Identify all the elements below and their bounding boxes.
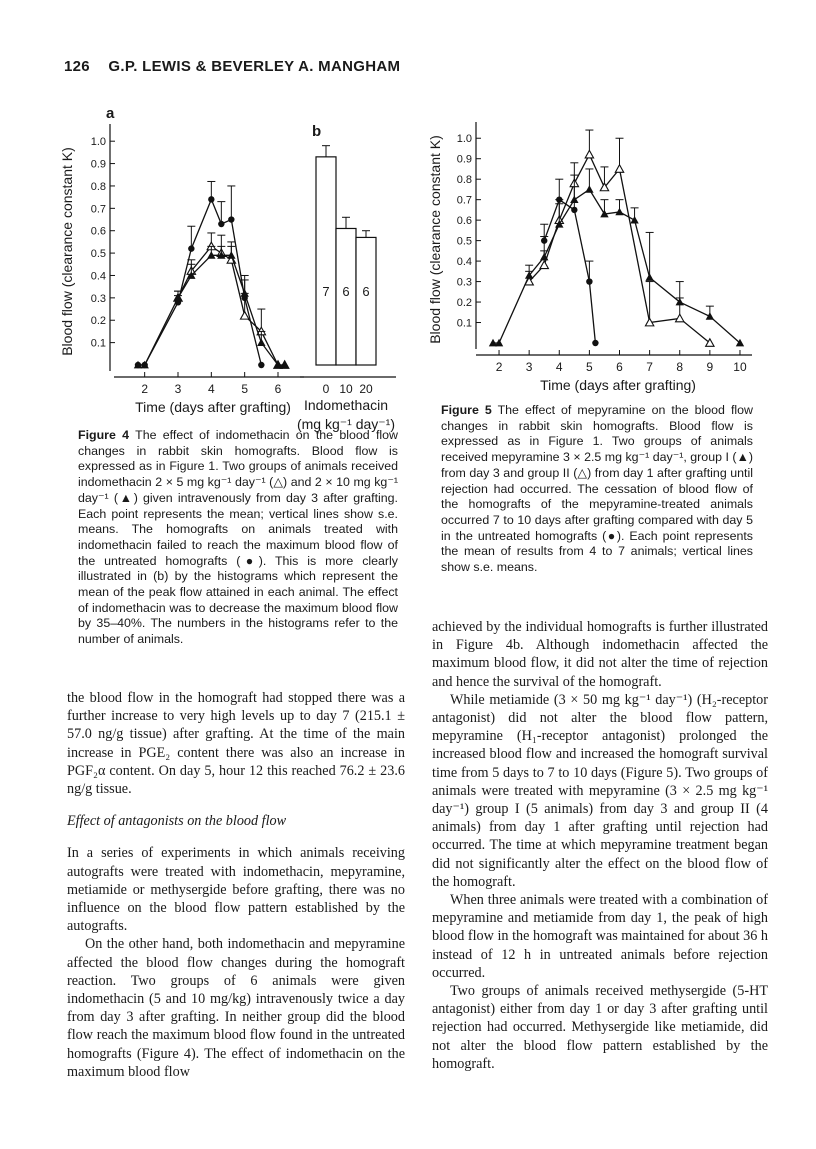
x-tick-label: 7 (646, 360, 653, 374)
data-point (676, 314, 684, 322)
figure4-caption (78, 428, 398, 648)
page-number: 126 (64, 58, 90, 75)
y-tick-label: 0.5 (456, 235, 472, 248)
x-tick-label: 5 (241, 382, 249, 396)
y-tick-label: 0.8 (456, 174, 472, 187)
x-tick-label: 6 (274, 382, 282, 396)
x-tick-label: 6 (616, 360, 623, 374)
y-axis-label: Blood flow (clearance constant K) (427, 135, 443, 344)
series-line (493, 189, 740, 343)
x-tick-label: 3 (525, 360, 533, 374)
figure5-caption (441, 403, 753, 576)
y-axis-label: Blood flow (clearance constant K) (59, 147, 75, 356)
figure4b-chart (296, 100, 426, 432)
right-paragraph-3: When three animals were treated with a combination of mepyramine and metiamide from day 1, the peak of high blood flow in the homograft was maintained for about 36 h instead of 12 h in untreated animals before rejection occurred. (432, 892, 768, 981)
x-axis-label: Time (days after grafting) (135, 399, 291, 415)
data-point (174, 294, 182, 302)
bar-count-label: 6 (362, 284, 370, 299)
bar-count-label: 6 (342, 284, 350, 299)
data-point (615, 165, 623, 173)
y-tick-label: 0.7 (90, 203, 106, 216)
y-tick-label: 1.0 (456, 133, 472, 146)
figure4a-chart (59, 100, 291, 415)
y-tick-label: 0.1 (90, 337, 106, 350)
data-point (585, 185, 593, 193)
data-point (188, 245, 194, 251)
y-tick-label: 0.2 (456, 297, 472, 310)
x-axis-units: (mg kg⁻¹ day⁻¹) (296, 416, 396, 432)
figure5-chart (428, 100, 768, 400)
bar-count-label: 7 (322, 284, 330, 299)
x-tick-label: 9 (706, 360, 714, 374)
figure5-caption-text: The effect of mepyramine on the blood flow changes in rabbit skin homografts. Blood flow is expressed as in Figure 1. Two groups of animals received mepyramine 3 × 2.5 mg kg⁻¹ day⁻¹, group I (▲) from day 3 and group II (△) from day 1 after grafting until rejection had occurred. The cessation of blood flow of the homografts of the mepyramine-treated animals occurred 7 to 10 days after grafting compared with day 5 in the untreated homografts (●). Each point represents the mean of results from 4 to 7 animals; vertical lines show s.e. means. (441, 403, 753, 575)
data-point (208, 196, 214, 202)
data-point (586, 278, 592, 284)
data-point (585, 150, 593, 158)
data-point (240, 312, 248, 320)
y-tick-label: 0.8 (90, 180, 106, 193)
left-paragraph-1: the blood flow in the homograft had stopped there was a further increase to very high levels up to day 7 (215.1 ± 57.0 ng/g tissue) after grafting. At the time of the main increase in PGE₂ content there was also an increase in PGF₂α content. On day 5, hour 12 this reached 76.2 ± 23.6 ng/g tissue. (67, 690, 405, 798)
y-tick-label: 0.6 (90, 225, 106, 238)
data-point (258, 362, 264, 368)
data-point (218, 221, 224, 227)
data-point (540, 261, 548, 269)
y-tick-label: 0.9 (90, 158, 106, 171)
y-tick-label: 0.1 (456, 317, 472, 330)
header-authors: G.P. LEWIS & BEVERLEY A. MANGHAM (108, 58, 401, 75)
x-axis-label: Indomethacin (303, 397, 389, 413)
right-paragraph-1: achieved by the individual homografts is further illustrated in Figure 4b. Although indomethacin affected the maximum blood flow, it did not alter the time of rejection and hence the survival of the homograft. (432, 619, 768, 690)
y-tick-label: 0.5 (90, 248, 106, 261)
series-line (138, 255, 285, 365)
x-tick-label: 4 (555, 360, 563, 374)
right-paragraph-2: While metiamide (3 × 50 mg kg⁻¹ day⁻¹) (H₂-receptor antagonist) did not alter the blood flow pattern, mepyramine (H₁-receptor antagonist) prolonged the increased blood flow and increased the homograft survival time from 5 days to 7 to 10 days (Figure 5). Two groups of animals were treated with mepyramine (3 × 2.5 mg kg⁻¹ day⁻¹) group I (5 animals) from day 3 and group II (4 animals) from day 1 after grafting until rejection had occurred. The time at which mepyramine treatment began did not significantly alter the effect on the blood flow of the homograft. (432, 691, 768, 890)
x-tick-label: 10 (339, 382, 353, 396)
left-body-column (67, 689, 405, 1081)
panel-a-label: a (106, 105, 115, 122)
x-tick-label: 10 (733, 360, 747, 374)
left-paragraph-2: In a series of experiments in which animals receiving autografts were treated with indomethacin, mepyramine, metiamide or methysergide before grafting, there was no influence on the blood flow pattern established by the autografts. (67, 845, 405, 935)
data-point (228, 216, 234, 222)
y-tick-label: 0.3 (456, 276, 472, 289)
panel-b-label: b (312, 123, 322, 140)
data-point (570, 195, 578, 203)
y-tick-label: 0.6 (456, 215, 472, 228)
bar (356, 237, 376, 365)
left-paragraph-3: On the other hand, both indomethacin and mepyramine affected the blood flow changes during the homograft reaction. Two groups of 6 animals were given indomethacin (5 and 10 mg/kg) intravenously twice a day from day 3 after grafting. In neither group did the blood flow reach the maximum blood flow found in the untreated homografts (Figure 4). The effect of indomethacin on the maximum blood flow (67, 936, 405, 1080)
x-tick-label: 2 (495, 360, 503, 374)
y-tick-label: 0.9 (456, 153, 472, 166)
series-line (529, 155, 710, 343)
data-point (592, 340, 598, 346)
data-point (645, 273, 653, 281)
bar (316, 157, 336, 365)
right-paragraph-4: Two groups of animals received methysergide (5-HT antagonist) either from day 1 or day 3 after grafting until rejection had occurred. Methysergide like metiamide, did not alter the blood flow pattern established by the homograft. (432, 983, 768, 1072)
y-tick-label: 0.7 (456, 194, 472, 207)
x-axis-label: Time (days after grafting) (540, 377, 696, 393)
x-tick-label: 0 (322, 382, 330, 396)
figure5-caption-label: Figure 5 (441, 403, 492, 417)
x-tick-label: 4 (207, 382, 215, 396)
right-body-column (432, 618, 768, 1073)
data-point (706, 312, 714, 320)
running-header (64, 58, 400, 75)
x-tick-label: 2 (141, 382, 149, 396)
data-point (257, 338, 265, 346)
figure4-caption-label: Figure 4 (78, 428, 130, 442)
y-tick-label: 0.3 (90, 292, 106, 305)
y-tick-label: 0.2 (90, 315, 106, 328)
y-tick-label: 0.4 (456, 256, 472, 269)
section-subheading: Effect of antagonists on the blood flow (67, 813, 287, 830)
data-point (615, 208, 623, 216)
y-tick-label: 1.0 (90, 136, 106, 149)
data-point (571, 207, 577, 213)
series-line (544, 200, 595, 343)
data-point (630, 216, 638, 224)
x-tick-label: 8 (676, 360, 684, 374)
y-tick-label: 0.4 (90, 270, 106, 283)
x-tick-label: 5 (586, 360, 593, 374)
x-tick-label: 3 (174, 382, 182, 396)
figure4-caption-text: The effect of indomethacin on the blood flow changes in rabbit skin homografts. Blood flow is expressed as in Figure 1. Two groups of animals received indomethacin 2 × 5 mg kg⁻¹ day⁻¹ (△) and 2 × 10 mg kg⁻¹ day⁻¹ (▲) given intravenously from day 3 after grafting. Each point represents the mean; vertical lines show s.e. means. The homografts on animals treated with indomethacin failed to reach the maximum blood flow of the untreated homografts (●). This is more clearly illustrated in (b) by the histograms which represent the mean of the peak flow attained in each animal. The effect of indomethacin was to decrease the maximum blood flow by 35–40%. The numbers in the histograms refer to the number of animals. (78, 428, 398, 647)
x-tick-label: 20 (359, 382, 373, 396)
